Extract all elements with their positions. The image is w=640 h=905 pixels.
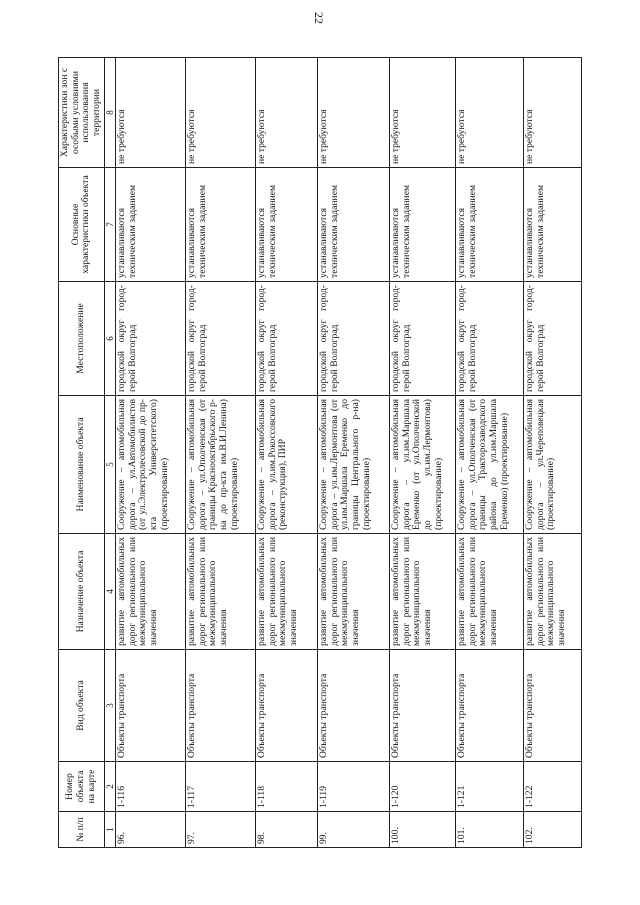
table-row xyxy=(116,58,186,848)
zone-characteristics: не требуются xyxy=(456,58,524,168)
page-number: 22 xyxy=(312,12,326,24)
row-number: 100. xyxy=(390,812,456,848)
object-kind: Объекты транспорта xyxy=(186,650,256,762)
zone-characteristics: не требуются xyxy=(256,58,318,168)
map-number: 1-119 xyxy=(318,762,390,812)
zone-characteristics: не требуются xyxy=(318,58,390,168)
header-cell: Основные характеристики объекта xyxy=(59,168,105,282)
header-cell: Назначение объекта xyxy=(59,534,105,650)
object-location: городской округ город-герой Волгоград xyxy=(456,282,524,396)
object-kind: Объекты транспорта xyxy=(390,650,456,762)
object-purpose: развитие автомобильных дорог регионального или межмуниципального значения xyxy=(186,534,256,650)
object-purpose: развитие автомобильных дорог регионального или межмуниципального значения xyxy=(524,534,582,650)
column-number-row xyxy=(104,58,115,848)
object-location: городской округ город-герой Волгоград xyxy=(116,282,186,396)
header-row xyxy=(59,58,105,848)
objects-table xyxy=(58,57,582,848)
object-name: Сооружение – автомобильная дорога – ул.им.Рокоссовского (реконструкция), ПИР xyxy=(256,396,318,534)
object-location: городской округ город-герой Волгоград xyxy=(186,282,256,396)
object-characteristics: устанавливаются техническим заданием xyxy=(524,168,582,282)
object-characteristics: устанавливаются техническим заданием xyxy=(390,168,456,282)
row-number: 101. xyxy=(456,812,524,848)
object-name: Сооружение – автомобильная дорога – ул.Ополченская (от границы Тракторозаводского района до ул.им.Маршала Еременко) (проектирование) xyxy=(456,396,524,534)
header-cell: Местоположение xyxy=(59,282,105,396)
object-characteristics: устанавливаются техническим заданием xyxy=(186,168,256,282)
object-purpose: развитие автомобильных дорог регионального или межмуниципального значения xyxy=(390,534,456,650)
object-kind: Объекты транспорта xyxy=(116,650,186,762)
table-row xyxy=(390,58,456,848)
object-location: городской округ город-герой Волгоград xyxy=(256,282,318,396)
map-number: 1-118 xyxy=(256,762,318,812)
object-purpose: развитие автомобильных дорог регионального или межмуниципального значения xyxy=(318,534,390,650)
column-number: 3 xyxy=(104,650,115,762)
header-cell: Наименование объекта xyxy=(59,396,105,534)
object-kind: Объекты транспорта xyxy=(318,650,390,762)
object-kind: Объекты транспорта xyxy=(256,650,318,762)
row-number: 97. xyxy=(186,812,256,848)
table-row xyxy=(456,58,524,848)
header-cell: № п/п xyxy=(59,812,105,848)
object-location: городской округ город-герой Волгоград xyxy=(524,282,582,396)
object-name: Сооружение – автомобильная дорога – ул.им.Маршала Еременко (от ул.Ополченской до ул.им.Лермонтова) (проектирование) xyxy=(390,396,456,534)
row-number: 98. xyxy=(256,812,318,848)
column-number: 5 xyxy=(104,396,115,534)
object-name: Сооружение – автомобильная дорога – ул.Череповецкая (проектирование) xyxy=(524,396,582,534)
object-characteristics: устанавливаются техническим заданием xyxy=(456,168,524,282)
table-container xyxy=(58,58,588,848)
object-characteristics: устанавливаются техническим заданием xyxy=(116,168,186,282)
object-purpose: развитие автомобильных дорог регионального или межмуниципального значения xyxy=(256,534,318,650)
table-row xyxy=(256,58,318,848)
object-kind: Объекты транспорта xyxy=(456,650,524,762)
object-characteristics: устанавливаются техническим заданием xyxy=(256,168,318,282)
table-row xyxy=(524,58,582,848)
zone-characteristics: не требуются xyxy=(116,58,186,168)
column-number: 8 xyxy=(104,58,115,168)
row-number: 102. xyxy=(524,812,582,848)
object-name: Сооружение – автомобильная дорога – ул.Автомобилистов (от ул.Электролесовской до пр-кта Университетского) (проектирование) xyxy=(116,396,186,534)
zone-characteristics: не требуются xyxy=(186,58,256,168)
row-number: 96. xyxy=(116,812,186,848)
zone-characteristics: не требуются xyxy=(390,58,456,168)
map-number: 1-122 xyxy=(524,762,582,812)
map-number: 1-116 xyxy=(116,762,186,812)
column-number: 2 xyxy=(104,762,115,812)
column-number: 6 xyxy=(104,282,115,396)
map-number: 1-120 xyxy=(390,762,456,812)
object-name: Сооружение – автомобильная дорога – ул.Ополченская (от границы Краснооктябрьского р-на до пр-кта им.В.И.Ленина) (проектирование) xyxy=(186,396,256,534)
table-row xyxy=(318,58,390,848)
object-location: городской округ город-герой Волгоград xyxy=(390,282,456,396)
object-purpose: развитие автомобильных дорог регионального или межмуниципального значения xyxy=(116,534,186,650)
object-purpose: развитие автомобильных дорог регионального или межмуниципального значения xyxy=(456,534,524,650)
table-row xyxy=(186,58,256,848)
column-number: 4 xyxy=(104,534,115,650)
object-name: Сооружение – автомобильная дорога – ул.им.Лермонтова (от ул.им.Маршала Еременко до границы Центрального р-на) (проектирование) xyxy=(318,396,390,534)
object-location: городской округ город-герой Волгоград xyxy=(318,282,390,396)
map-number: 1-117 xyxy=(186,762,256,812)
object-characteristics: устанавливаются техническим заданием xyxy=(318,168,390,282)
zone-characteristics: не требуются xyxy=(524,58,582,168)
object-kind: Объекты транспорта xyxy=(524,650,582,762)
column-number: 7 xyxy=(104,168,115,282)
header-cell: Вид объекта xyxy=(59,650,105,762)
row-number: 99. xyxy=(318,812,390,848)
map-number: 1-121 xyxy=(456,762,524,812)
column-number: 1 xyxy=(104,812,115,848)
header-cell: Номер объекта на карте xyxy=(59,762,105,812)
header-cell: Характеристики зон с особыми условиями использования территории xyxy=(59,58,105,168)
